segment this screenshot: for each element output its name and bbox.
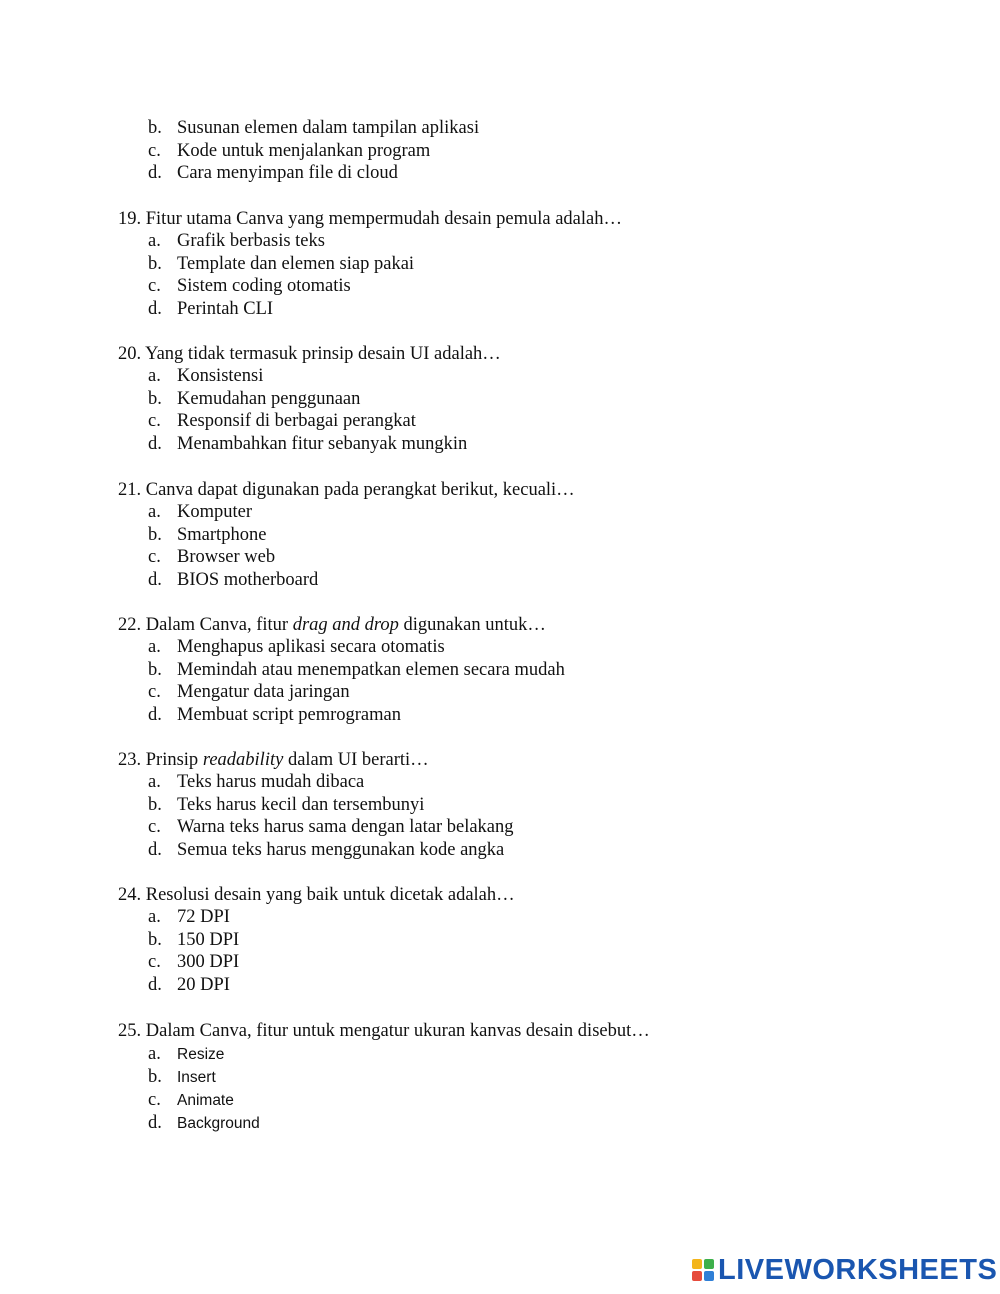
option-text: 20 DPI [177, 974, 230, 995]
question-21-options [148, 501, 318, 591]
question-23: 23. Prinsip readability dalam UI berarti… [118, 750, 429, 770]
question-24-options [148, 906, 239, 996]
option-item[interactable] [148, 253, 414, 276]
option-text: Smartphone [177, 524, 267, 545]
option-item[interactable] [148, 365, 467, 388]
option-item[interactable] [148, 929, 239, 952]
option-item[interactable] [148, 433, 467, 456]
option-letter: d. [148, 839, 162, 860]
option-letter: a. [148, 366, 161, 386]
option-letter: d. [148, 298, 162, 319]
option-item[interactable] [148, 117, 479, 140]
option-letter: b. [148, 794, 162, 815]
option-letter: a. [148, 502, 161, 522]
option-letter: c. [148, 952, 161, 973]
option-item[interactable] [148, 974, 239, 997]
option-item[interactable] [148, 275, 414, 298]
option-text: Memindah atau menempatkan elemen secara mudah [177, 659, 565, 680]
option-text: Warna teks harus sama dengan latar belakang [177, 817, 514, 838]
question-20-options [148, 365, 467, 455]
question-22: 22. Dalam Canva, fitur drag and drop digunakan untuk… [118, 615, 546, 635]
option-item[interactable] [148, 298, 414, 321]
continued-options [148, 117, 479, 185]
question-19-options [148, 230, 414, 320]
option-text: 300 DPI [177, 952, 240, 973]
option-text: Kode untuk menjalankan program [177, 140, 431, 161]
option-item[interactable] [148, 681, 565, 704]
option-text: Teks harus mudah dibaca [177, 772, 365, 792]
option-text: Browser web [177, 547, 276, 568]
question-21: 21. Canva dapat digunakan pada perangkat berikut, kecuali… [118, 480, 575, 500]
option-letter: c. [148, 411, 161, 432]
option-item[interactable] [148, 501, 318, 524]
option-letter: a. [148, 772, 161, 792]
option-letter: b. [148, 524, 162, 545]
option-letter: d. [148, 433, 162, 454]
question-25: 25. Dalam Canva, fitur untuk mengatur ukuran kanvas desain disebut… [118, 1021, 650, 1041]
option-letter: c. [148, 682, 161, 703]
option-text: Semua teks harus menggunakan kode angka [177, 839, 505, 860]
option-letter: a. [148, 231, 161, 251]
option-text: Susunan elemen dalam tampilan aplikasi [177, 118, 480, 138]
option-item[interactable] [148, 771, 514, 794]
option-text: Menghapus aplikasi secara otomatis [177, 637, 445, 657]
option-text: Resize [177, 1046, 225, 1063]
option-item[interactable] [148, 140, 479, 163]
option-text: Konsistensi [177, 366, 264, 386]
option-item[interactable] [148, 951, 239, 974]
option-text: Animate [177, 1092, 234, 1109]
logo-text: LIVEWORKSHEETS [718, 1253, 998, 1286]
option-text: 150 DPI [177, 929, 240, 950]
option-letter: c. [148, 276, 161, 297]
option-text: Mengatur data jaringan [177, 682, 350, 703]
option-text: Insert [177, 1069, 216, 1086]
option-item[interactable] [148, 524, 318, 547]
option-text: Membuat script pemrograman [177, 704, 401, 725]
option-letter: b. [148, 929, 162, 950]
question-23-options [148, 771, 514, 861]
option-item[interactable] [148, 1089, 260, 1112]
option-item[interactable] [148, 659, 565, 682]
option-letter: b. [148, 118, 162, 138]
option-text: Kemudahan penggunaan [177, 388, 361, 409]
option-letter: d. [148, 163, 162, 184]
option-item[interactable] [148, 546, 318, 569]
option-letter: c. [148, 140, 161, 161]
option-letter: a. [148, 907, 161, 927]
option-item[interactable] [148, 410, 467, 433]
option-letter: b. [148, 253, 162, 274]
option-letter: a. [148, 637, 161, 657]
option-letter: c. [148, 547, 161, 568]
option-item[interactable] [148, 388, 467, 411]
option-letter: d. [148, 704, 162, 725]
option-letter: d. [148, 1113, 162, 1133]
option-text: Background [177, 1115, 260, 1132]
option-text: Responsif di berbagai perangkat [177, 411, 416, 432]
option-letter: a. [148, 1044, 161, 1064]
option-text: Grafik berbasis teks [177, 231, 325, 251]
option-text: Sistem coding otomatis [177, 276, 351, 297]
logo-grid-icon [692, 1259, 714, 1281]
option-text: Cara menyimpan file di cloud [177, 163, 398, 184]
option-letter: d. [148, 569, 162, 590]
option-item[interactable] [148, 816, 514, 839]
question-24: 24. Resolusi desain yang baik untuk dicetak adalah… [118, 885, 515, 905]
option-item[interactable] [148, 569, 318, 592]
option-item[interactable] [148, 1066, 260, 1089]
option-item[interactable] [148, 162, 479, 185]
option-item[interactable] [148, 1112, 260, 1135]
question-22-options [148, 636, 565, 726]
option-text: BIOS motherboard [177, 569, 319, 590]
option-letter: c. [148, 1090, 161, 1110]
option-letter: b. [148, 1067, 162, 1087]
option-text: Perintah CLI [177, 298, 274, 319]
option-text: Komputer [177, 502, 253, 522]
option-item[interactable] [148, 794, 514, 817]
question-25-options [148, 1043, 260, 1135]
option-letter: d. [148, 974, 162, 995]
option-item[interactable] [148, 906, 239, 929]
option-text: Template dan elemen siap pakai [177, 253, 415, 274]
option-text: Menambahkan fitur sebanyak mungkin [177, 433, 468, 454]
option-item[interactable] [148, 230, 414, 253]
option-letter: b. [148, 388, 162, 409]
option-item[interactable] [148, 839, 514, 862]
option-letter: b. [148, 659, 162, 680]
option-letter: c. [148, 817, 161, 838]
option-item[interactable] [148, 704, 565, 727]
question-19: 19. Fitur utama Canva yang mempermudah desain pemula adalah… [118, 209, 622, 229]
option-item[interactable] [148, 1043, 260, 1066]
option-item[interactable] [148, 636, 565, 659]
question-20: 20. Yang tidak termasuk prinsip desain UI adalah… [118, 344, 501, 364]
liveworksheets-logo[interactable] [692, 1253, 997, 1287]
option-text: Teks harus kecil dan tersembunyi [177, 794, 425, 815]
option-text: 72 DPI [177, 907, 230, 927]
